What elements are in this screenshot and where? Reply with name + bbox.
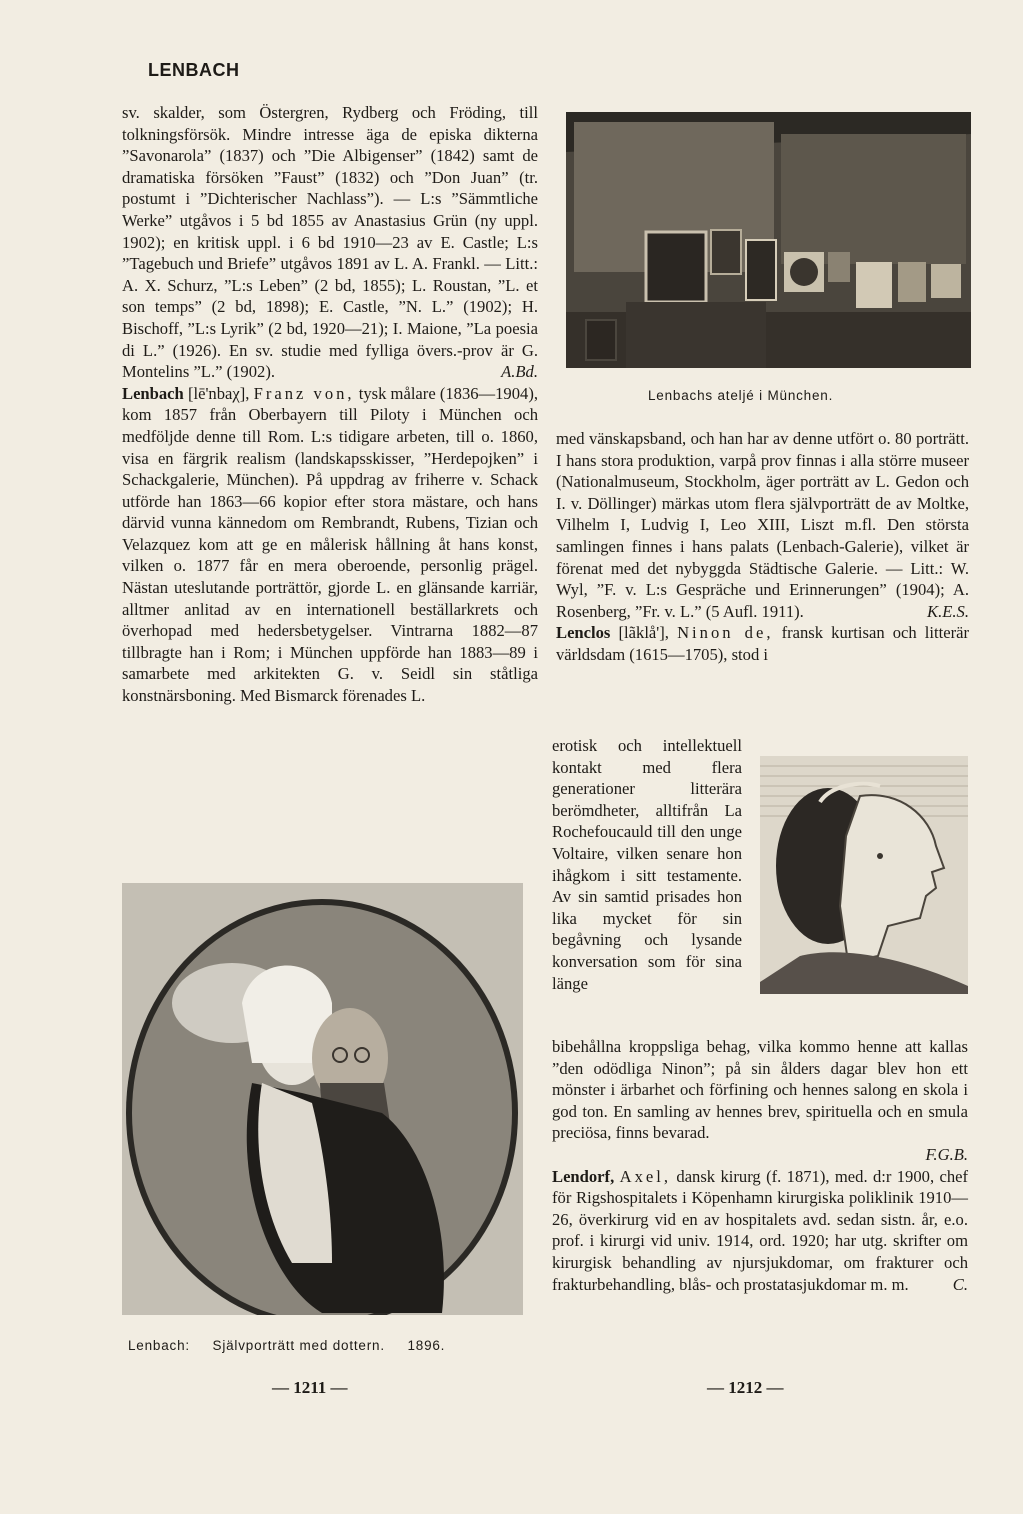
author-signature: A.Bd. [501,362,538,382]
entry-body: dansk kirurg (f. 1871), med. d:r 1900, chef för Rigshospitalets i Köpenhamn kirurgiska poliklinik 1910—26, överkirurg vid en av hospitalets avd. sedan sistn. år, e.o. prof. i kirurgi vid univ. 1914, ord. 1920; har utg. skrifter om kirurgisk behandling av njursjukdomar, om frakturer och frakturbehandling, blås- och prostatasjukdomar m. m. [552,1166,969,1294]
entry-headword: Lendorf, [552,1166,615,1186]
pronunciation: [lē'nbaχ], [187,383,250,403]
portrait-caption [128,1338,445,1353]
lenclos-continuation: bibehållna kroppsliga behag, vilka kommo henne att kallas ”den odödliga Ninon”; på sin ålders dagar blev hon ett mönster i ärbarhet och förfining och hennes salong en skola i god ton. En samling av hennes brev, spirituella och en smula preciösa, finns bevarad. [552,1037,968,1143]
atelier-photo [566,112,971,368]
entry-lenclos [556,622,969,665]
lenbach-continuation: med vänskapsband, och han har av denne utfört o. 80 porträtt. I hans stora produktion, varpå prov finnas i alla större museer (Nationalmuseum, Stockholm, äger porträtt av L. Gedon och I. v. Döllinger) märkas utom flera självporträtt de av Moltke, Vilhelm I, Ludvig I, Leo XIII, Liszt m.fl. Den största samlingen finnes i hans palats (Lenbach-Galerie), vilket är förenat med det nybyggda Städtische Galerie. — Litt.: W. Wyl, ”F. v. L:s Gespräche und Erinnerungen” (1904); A. Rosenberg, ”Fr. v. L.” (5 Aufl. 1911). K.E.S. [556,429,969,621]
author-signature: C. [952,1274,968,1294]
entry-lenbach [122,383,538,707]
lenclos-narrow-text [552,735,742,994]
entry-lendorf [552,1166,968,1296]
left-column [122,102,538,707]
caption-year: 1896. [407,1338,446,1353]
running-head: LENBACH [148,60,240,80]
self-portrait-painting [122,883,523,1315]
entry-given-name: Axel, [619,1166,672,1186]
page-number-left: — 1211 — [272,1378,348,1397]
entry-body: tysk målare (1836—1904), kom 1857 från Oberbayern till Piloty i München och medföljde denne till Rom. L:s tidigare arbeten, till o. 1860, visa en färgrik realism (landskapsskisser, ”Herdepojken” i Schackgalerie, München). På uppdrag av friherre v. Schack utförde han 1863—66 kopior efter stora mästare, och hans därvid vunna kännedom om Rembrandt, Rubens, Tizian och Velazquez kom att ge en målerisk hållning åt hans konst, vilken o. 1877 får en mera oberoende, personlig prägel. Nästan uteslutande porträttör, gjorde L. en glänsande karriär, alltmer anlitad av en internationell beställarkrets och överhopad med hedersbetygelser. Vintrarna 1882—87 tillbragte han i Rom; i München uppförde han 1883—89 i samarbete med arkitekten G. v. Seidl sin ståtliga konstnärsboning. Med Bismarck förenades L. [122,383,539,706]
right-column-bottom [552,1036,968,1295]
pronunciation: [lãklå'], [618,623,669,643]
right-column-top [556,428,969,666]
entry-body: erotisk och intellektuell kontakt med flera generationer litterära berömdheter, alltifrån La Rochefoucauld till den unge Voltaire, vilken senare hon ihågkom i sitt testamente. Av sin samtid prisades hon lika mycket för sin begåvning och lysande konversation som för sina länge [552,736,742,993]
author-signature: F.G.B. [925,1144,968,1164]
entry-body: fransk kurtisan och litterär världsdam (1615—1705), stod i [556,623,970,664]
lenau-continuation: sv. skalder, som Östergren, Rydberg och Fröding, till tolkningsförsök. Mindre intresse äga de episka dikterna ”Savonarola” (1837) och ”Die Albigenser” (1842) samt de dramatiska försöken ”Faust” (1832) och ”Don Juan” (tr. postumt i ”Dichterischer Nachlass”). — L:s ”Sämmtliche Werke” utgåvos i 5 bd 1855 av Anastasius Grün (ny uppl. 1902); en kritisk uppl. i 6 bd 1910—23 av E. Castle; L:s ”Tagebuch und Briefe” utgåvos 1891 av L. A. Frankl. — Litt.: A. X. Schurz, ”L:s Leben” (2 bd, 1855); L. Roustan, ”L. et son temps” (2 bd, 1898); E. Castle, ”N. L.” (1902); H. Bischoff, ”L:s Lyrik” (2 bd, 1920—21); I. Maione, ”La poesia di L.” (1926). En sv. studie med fylliga övers.-prov är G. Montelins ”L.” (1902). A.Bd. [122,103,538,382]
page-number-right: — 1212 — [707,1378,784,1397]
caption-label: Lenbach: [128,1338,190,1353]
entry-headword: Lenclos [556,623,611,643]
ninon-portrait [760,756,968,994]
author-signature: K.E.S. [927,601,969,621]
caption-title: Självporträtt med dottern. [212,1338,385,1353]
entry-given-name: Franz von, [253,383,355,403]
atelier-caption: Lenbachs ateljé i München. [648,388,834,403]
entry-given-name: Ninon de, [677,623,774,643]
entry-headword: Lenbach [122,383,184,403]
